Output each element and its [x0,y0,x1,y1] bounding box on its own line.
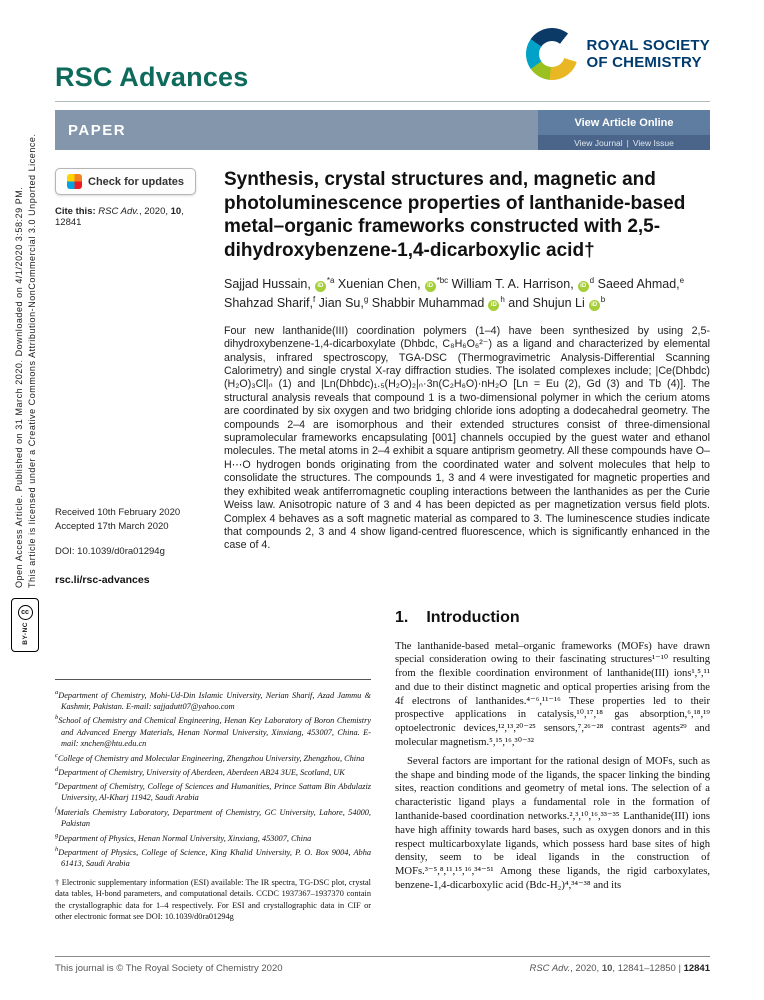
view-journal-link[interactable]: View Journal [574,137,623,148]
banner-links [538,110,710,150]
masthead [55,0,710,102]
rsc-logo [526,28,710,80]
citation: Cite this: RSC Adv., 2020, 10, 12841 [55,206,184,228]
author: Sajjad Hussain, $iD^{*a}$ [224,276,335,292]
page-number: 12841 [683,963,710,974]
author: and Shujun Li $iD^b$ [508,294,606,311]
article-type-banner [55,110,710,150]
author: Shabbir Muhammad $iD^h$ [371,294,505,311]
author-affil-sup: b [600,294,606,304]
page-footer [55,956,710,974]
doi: DOI: 10.1039/d0ra01294g [55,545,165,557]
received-date: Received 10th February 2020 [55,507,181,518]
author-affil-sup: e [679,276,685,285]
view-issue-link[interactable]: View Issue [632,137,674,148]
orcid-icon[interactable]: iD [578,281,589,292]
article-title: Synthesis, crystal structures and, magnetic and photoluminescence properties of lanthanide-based metal–organic frameworks constructed with 2,5-dihydroxybenzene-1,4-dicarboxylic acid† [224,169,686,261]
accepted-date: Accepted 17th March 2020 [55,521,169,533]
author-affil-sup: *a [326,276,335,285]
link-separator: | [626,137,629,148]
check-for-updates-button[interactable] [55,168,196,195]
orcid-icon[interactable]: iD [488,300,499,311]
view-article-online-link[interactable]: View Article Online [538,110,710,135]
section-heading: 1. Introduction [395,608,520,626]
cc-icon: cc [18,605,33,620]
orcid-icon[interactable]: iD [589,300,600,311]
affiliation: $^d$Department of Chemistry, University of Aberdeen, Aberdeen AB24 3UE, Scotland, UK [55,765,345,777]
affiliation: $^g$Department of Physics, Henan Normal University, Xinxiang, 453007, China [55,831,312,843]
orcid-icon[interactable]: iD [315,281,326,292]
author: William T. A. Harrison, $iD^d$ [451,276,595,292]
article-type-label: PAPER [68,121,127,139]
copyright-statement: This journal is © The Royal Society of Chemistry 2020 [55,963,283,974]
dates-block [55,506,210,589]
article-title-column [224,168,710,589]
author-affil-sup: f [312,294,316,304]
author: Shahzad Sharif,$^f$ [224,294,316,311]
creative-commons-badge[interactable] [11,598,39,652]
author: Jian Su,$^g$ [318,294,369,311]
author-affil-sup: d [589,276,595,285]
author-affil-sup: *bc [436,276,449,285]
article-meta-column [55,168,210,589]
affiliation: $^a$Department of Chemistry, Mohi-Ud-Din Islamic University, Nerian Sharif, Azad Jammu & Kashmir, Pakistan. E-mail: sajjadutt07@yahoo.com [55,688,371,711]
journal-url-link[interactable]: rsc.li/rsc-advances [55,573,150,586]
affiliation: $^e$Department of Chemistry, College of Sciences and Humanities, Prince Sattam Bin Abdulaziz University, Al-Kharj 11942, Saudi Arabia [55,780,371,803]
open-access-statement: Open Access Article. Published on 31 March 2020. Downloaded on 4/1/2020 3:58:29 PM. [14,186,24,588]
journal-title: RSC Advances [55,62,249,92]
affiliation: $^f$Materials Chemistry Laboratory, Department of Chemistry, GC University, Lahore, 54000, Pakistan [55,805,371,829]
view-journal-issue-links[interactable] [538,135,710,150]
affiliation: $^c$College of Chemistry and Molecular Engineering, Zhengzhou University, Zhengzhou, China [55,751,365,763]
intro-paragraph-2: Several factors are important for the rational design of MOFs, such as the shape and binding mode of the ligands, the spacer linking the binding sites, reaction conditions and geometry of metal ions. The selection of a characteristic ligand plays a fundamental role in the formation of lanthanide-based coordination networks.²,³,¹⁰,¹⁶,³³⁻³⁵ Lanthanide(III) ions have high affinity towards hard bases, such as oxygen donors and in this respect multicarboxylate ligands, which possess hard base sites of high density, seem to be ideal ligands in the construction of MOFs.³⁻⁵,⁸,¹¹,¹⁵,¹⁶,³⁴⁻⁵¹ Among these ligands, the rigid carboxylates, benzene-1,4-dicarboxylic acid (Bdc-H₂)⁴,³⁴⁻³⁸ and its [395,755,710,892]
license-statement: This article is licensed under a Creative Commons Attribution-NonCommercial 3.0 Unported Licence. [27,133,37,588]
author-affil-sup: h [500,294,505,304]
page-content [55,0,710,923]
crossmark-icon [67,174,82,189]
affiliations-footnotes [55,679,371,923]
article-head [55,168,710,589]
rsc-logo-icon [526,28,578,80]
intro-paragraph-1: The lanthanide-based metal–organic frameworks (MOFs) have drawn special consideration owing to their fascinating structures¹⁻¹⁰ resulting from the flexible coordination environment of lanthanide(III) ions¹,⁵,¹¹ and due to their distinct magnetic and optical properties arising from the 4f electrons of lanthanides.⁴⁻⁶,¹¹⁻¹⁶ These properties led to their prospective applications in catalysis,¹⁰,¹⁷,¹⁸ gas absorption,⁶,¹⁸,¹⁹ optoelectronic devices,¹²,¹³,²⁰⁻²⁵ sensors,⁷,²⁶⁻²⁸ contrast agents²⁹ and molecular magnetism.⁵,¹⁵,¹⁶,³⁰⁻³² [395,640,710,749]
rsc-wordmark: ROYAL SOCIETY OF CHEMISTRY [586,36,710,71]
author-affil-sup: g [363,294,369,304]
body-columns [55,609,710,923]
introduction-section [395,609,710,893]
affiliation: $^h$Department of Physics, College of Science, King Khalid University, P. O. Box 9004, Abha 61413, Saudi Arabia [55,845,371,869]
author: Saeed Ahmad,$^e$ [597,276,685,292]
cc-license-label: BY-NC [21,622,29,645]
author: Xuenian Chen, $iD^{*bc}$ [337,276,449,292]
abstract-text: Four new lanthanide(III) coordination polymers (1–4) have been synthesized by using 2,5-dihydroxybenzene-1,4-dicarboxylate (Dhbdc, C₈H₆O₆²⁻) as a ligand and characterized by elemental analysis, infrared spectroscopy, TGA-DSC (Thermogravimetric Analysis-Differential Scanning Calorimetry) and single crystal X-ray diffraction studies. The isolated complexes include; |Ce(Dhbdc)(H₂O)₃Cl|ₙ (1) and |Ln(Dhbdc)₁.₅(H₂O)₂|ₙ·3n(C₂H₆O)·nH₂O [Ln = Eu (2), Gd (3) and Tb (4)]. The structural analysis reveals that compound 1 is a two-dimensional polymer in which the cerium atoms are coordinated by six oxygen and two bridging chloride ions adopting a dodecahedral geometry. The compounds 2–4 are isomorphous and their extended structures consist of three-dimensional supramolecular frameworks encapsulating [001] channels occupied by the guest water and ethanol molecules. The metal atoms in 2–4 exhibit a square antiprism geometry. All these compounds have O–H⋯O hydrogen bonds originating from the coordinated water and solvent molecules that help to consolidate the structures. The compounds 1, 3 and 4 were investigated for magnetic properties and they exhibited weak antiferromagnetic coupling interactions between the lanthanides as per the Curie Weiss law. Anisotropic nature of 3 and 4 has been depicted as per magnetization versus field plots. Complex 4 behaves as a soft magnetic material as compared to 3. The luminescence studies indicate that compounds 2, 3 and 4 show ligand-centred fluorescence, which is significantly enhanced in the case of 4. [224,324,710,552]
orcid-icon[interactable]: iD [425,281,436,292]
author-list [224,275,710,313]
esi-note: † Electronic supplementary information (ESI) available: The IR spectra, TG-DSC plot, crystal data tables, H-bond parameters, and computational details. CCDC 1937367–1937370 contain the crystallographic data for 1–4 respectively. For ESI and crystallographic data in CIF or other electronic format see DOI: 10.1039/d0ra01294g [55,877,371,922]
citation-page-info: RSC Adv., 2020, 10, 12841–12850 | 12841 [529,963,710,974]
check-updates-label: Check for updates [88,175,184,188]
affiliation: $^b$School of Chemistry and Chemical Engineering, Henan Key Laboratory of Boron Chemistry and Advanced Energy Materials, Henan Normal University, Xinxiang, 453007, China. E-mail: xnchen@htu.edu.cn [55,714,371,749]
